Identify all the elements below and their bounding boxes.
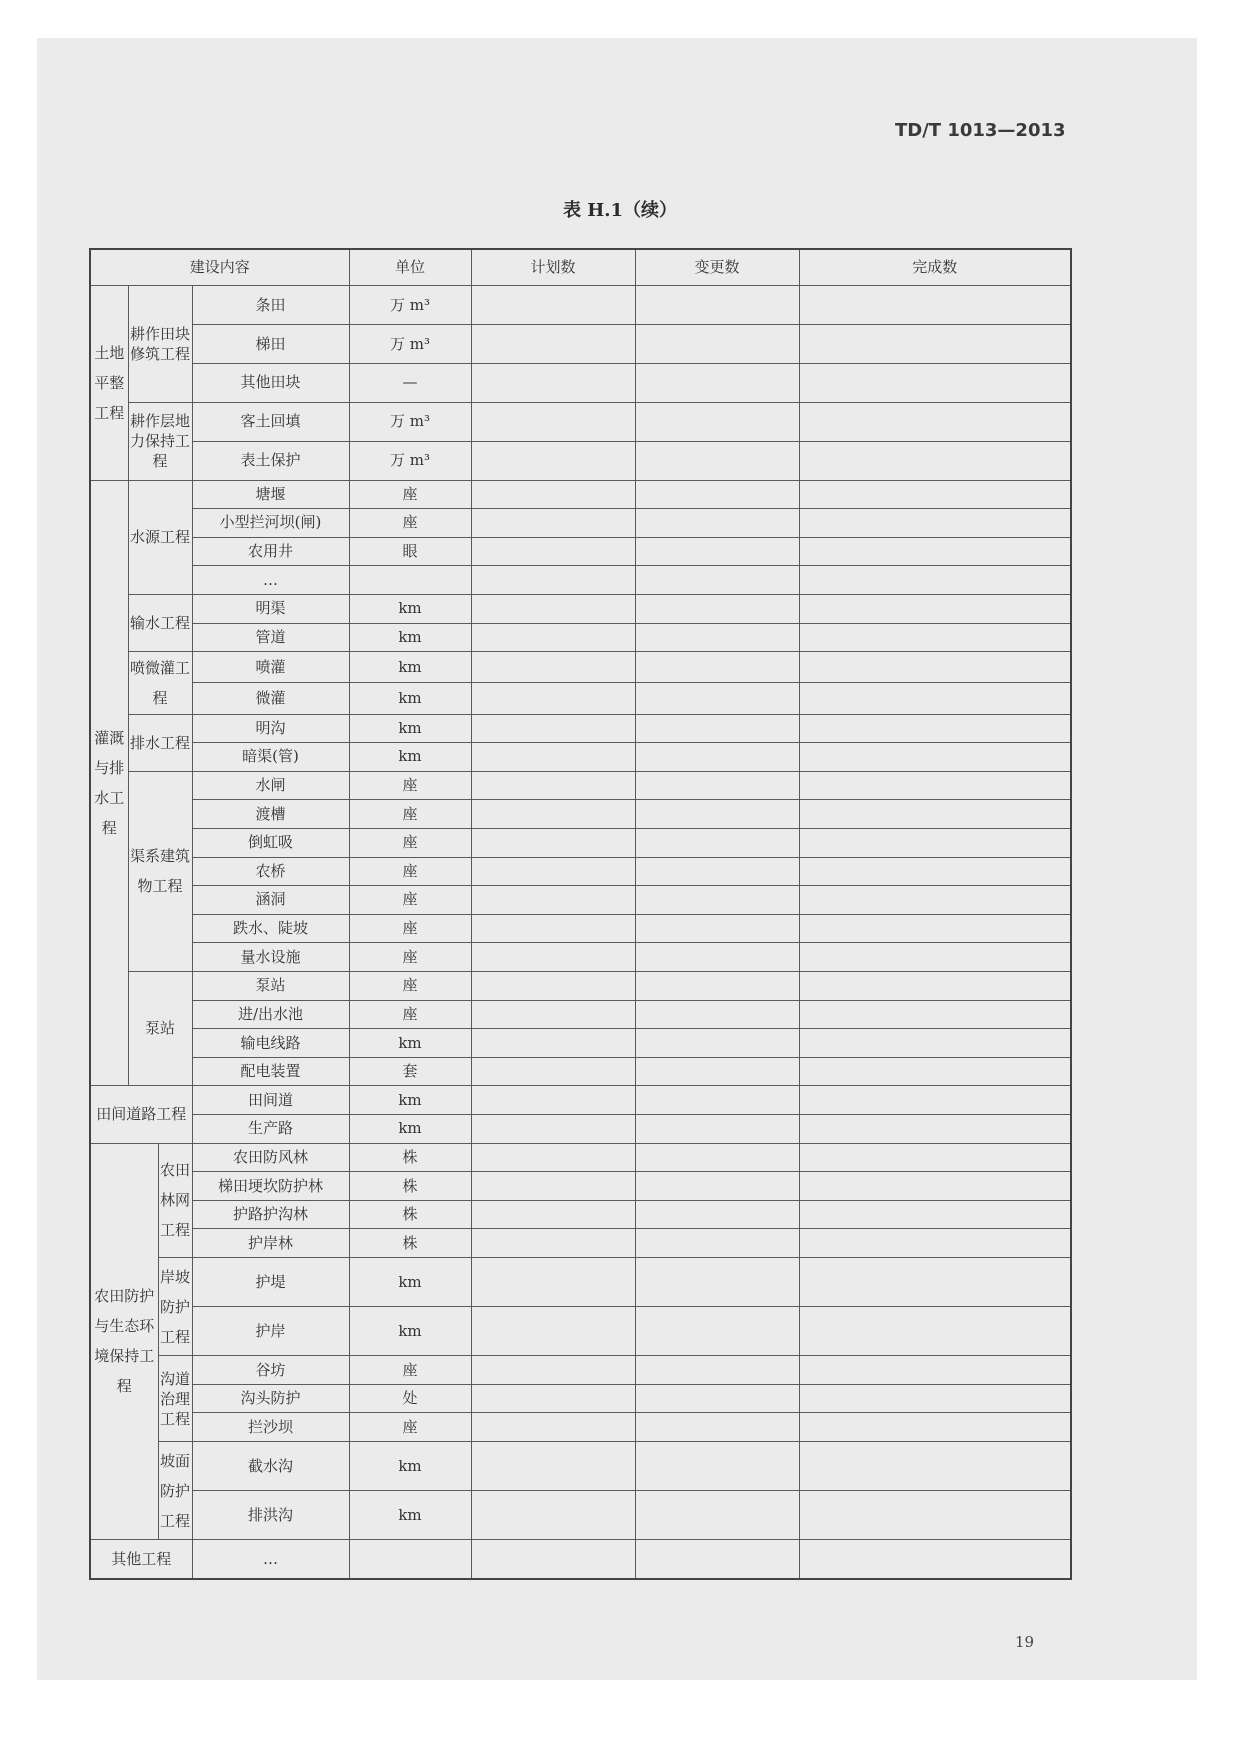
table-row	[90, 1258, 1071, 1307]
table-row	[90, 914, 1071, 943]
done-cell[interactable]	[799, 441, 1071, 480]
unit-cell: 眼	[349, 537, 471, 566]
table-row	[90, 566, 1071, 595]
change-cell[interactable]	[635, 594, 799, 623]
group-irr-sub5: 渠系建筑物工程	[128, 771, 192, 971]
item-cell: 小型拦河坝(闸)	[192, 509, 349, 538]
done-cell[interactable]	[799, 914, 1071, 943]
item-cell: 条田	[192, 286, 349, 325]
item-cell: 农桥	[192, 857, 349, 886]
item-cell: 梯田埂坎防护林	[192, 1172, 349, 1201]
unit-cell: 座	[349, 828, 471, 857]
unit-cell: 万 m³	[349, 286, 471, 325]
item-cell: 截水沟	[192, 1442, 349, 1491]
done-cell[interactable]	[799, 363, 1071, 402]
unit-cell	[349, 1540, 471, 1579]
done-cell[interactable]	[799, 683, 1071, 714]
item-cell: 客土回填	[192, 402, 349, 441]
unit-cell: km	[349, 683, 471, 714]
unit-cell: km	[349, 594, 471, 623]
item-cell: 塘堰	[192, 480, 349, 509]
unit-cell: km	[349, 652, 471, 683]
plan-cell[interactable]	[471, 828, 635, 857]
table-row	[90, 1057, 1071, 1086]
done-cell[interactable]	[799, 714, 1071, 743]
item-cell: 进/出水池	[192, 1000, 349, 1029]
table-row	[90, 1086, 1071, 1115]
change-cell[interactable]	[635, 509, 799, 538]
change-cell[interactable]	[635, 1057, 799, 1086]
table-row	[90, 886, 1071, 915]
change-cell[interactable]	[635, 1356, 799, 1385]
table-row	[90, 594, 1071, 623]
item-cell: 田间道	[192, 1086, 349, 1115]
change-cell[interactable]	[635, 1384, 799, 1413]
item-cell: 梯田	[192, 325, 349, 364]
item-cell: 水闸	[192, 771, 349, 800]
group-land-sub1: 耕作田块修筑工程	[128, 286, 192, 403]
done-cell[interactable]	[799, 771, 1071, 800]
plan-cell[interactable]	[471, 1258, 635, 1307]
plan-cell[interactable]	[471, 509, 635, 538]
header-change: 变更数	[635, 249, 799, 286]
unit-cell: km	[349, 714, 471, 743]
table-row	[90, 1384, 1071, 1413]
item-cell: 泵站	[192, 972, 349, 1001]
done-cell[interactable]	[799, 1115, 1071, 1144]
group-road: 田间道路工程	[90, 1086, 192, 1143]
change-cell[interactable]	[635, 1258, 799, 1307]
change-cell[interactable]	[635, 402, 799, 441]
unit-cell: km	[349, 1491, 471, 1540]
change-cell[interactable]	[635, 1413, 799, 1442]
item-cell: 生产路	[192, 1115, 349, 1144]
table-row	[90, 1000, 1071, 1029]
table-row	[90, 1540, 1071, 1579]
change-cell[interactable]	[635, 857, 799, 886]
group-other: 其他工程	[90, 1540, 192, 1579]
unit-cell: 座	[349, 914, 471, 943]
item-cell: 拦沙坝	[192, 1413, 349, 1442]
table-row	[90, 1413, 1071, 1442]
done-cell[interactable]	[799, 1442, 1071, 1491]
group-irr-sub6: 泵站	[128, 972, 192, 1086]
table-row	[90, 1172, 1071, 1201]
item-cell: 输电线路	[192, 1029, 349, 1058]
done-cell[interactable]	[799, 1200, 1071, 1229]
done-cell[interactable]	[799, 1086, 1071, 1115]
table-row	[90, 363, 1071, 402]
plan-cell[interactable]	[471, 1029, 635, 1058]
change-cell[interactable]	[635, 1115, 799, 1144]
plan-cell[interactable]	[471, 714, 635, 743]
change-cell[interactable]	[635, 480, 799, 509]
done-cell[interactable]	[799, 594, 1071, 623]
item-cell: 谷坊	[192, 1356, 349, 1385]
done-cell[interactable]	[799, 1000, 1071, 1029]
item-cell: 暗渠(管)	[192, 743, 349, 772]
table-row	[90, 857, 1071, 886]
item-cell: 明渠	[192, 594, 349, 623]
header-content: 建设内容	[90, 249, 349, 286]
done-cell[interactable]	[799, 402, 1071, 441]
change-cell[interactable]	[635, 972, 799, 1001]
done-cell[interactable]	[799, 1172, 1071, 1201]
done-cell[interactable]	[799, 943, 1071, 972]
unit-cell: 座	[349, 1356, 471, 1385]
table-row	[90, 943, 1071, 972]
plan-cell[interactable]	[471, 402, 635, 441]
done-cell[interactable]	[799, 480, 1071, 509]
done-cell[interactable]	[799, 1307, 1071, 1356]
table-row	[90, 623, 1071, 652]
unit-cell: —	[349, 363, 471, 402]
group-irr-sub2: 输水工程	[128, 594, 192, 651]
group-irr-sub4: 排水工程	[128, 714, 192, 771]
header-done: 完成数	[799, 249, 1071, 286]
table-row	[90, 509, 1071, 538]
plan-cell[interactable]	[471, 914, 635, 943]
unit-cell: km	[349, 1029, 471, 1058]
item-cell: 农田防风林	[192, 1143, 349, 1172]
item-cell: 微灌	[192, 683, 349, 714]
plan-cell[interactable]	[471, 325, 635, 364]
item-cell: 渡槽	[192, 800, 349, 829]
done-cell[interactable]	[799, 1143, 1071, 1172]
table-row	[90, 480, 1071, 509]
unit-cell: 座	[349, 943, 471, 972]
change-cell[interactable]	[635, 1442, 799, 1491]
table-row	[90, 683, 1071, 714]
unit-cell: 株	[349, 1229, 471, 1258]
table-row	[90, 402, 1071, 441]
change-cell[interactable]	[635, 1540, 799, 1579]
item-cell: 护路护沟林	[192, 1200, 349, 1229]
table-row	[90, 800, 1071, 829]
unit-cell: 万 m³	[349, 402, 471, 441]
group-irr-sub3: 喷微灌工程	[128, 652, 192, 714]
change-cell[interactable]	[635, 714, 799, 743]
change-cell[interactable]	[635, 363, 799, 402]
change-cell[interactable]	[635, 1491, 799, 1540]
group-land: 土地平整工程	[90, 286, 128, 480]
done-cell[interactable]	[799, 800, 1071, 829]
change-cell[interactable]	[635, 566, 799, 595]
unit-cell: 座	[349, 857, 471, 886]
change-cell[interactable]	[635, 743, 799, 772]
unit-cell: km	[349, 1307, 471, 1356]
plan-cell[interactable]	[471, 1057, 635, 1086]
done-cell[interactable]	[799, 1491, 1071, 1540]
group-prot-sub3: 沟道治理工程	[158, 1356, 192, 1442]
unit-cell: 座	[349, 480, 471, 509]
table-row	[90, 743, 1071, 772]
unit-cell: km	[349, 1086, 471, 1115]
unit-cell: km	[349, 1258, 471, 1307]
change-cell[interactable]	[635, 325, 799, 364]
item-cell: 跌水、陡坡	[192, 914, 349, 943]
done-cell[interactable]	[799, 652, 1071, 683]
plan-cell[interactable]	[471, 1086, 635, 1115]
item-cell: 其他田块	[192, 363, 349, 402]
table-row	[90, 1442, 1071, 1491]
plan-cell[interactable]	[471, 480, 635, 509]
done-cell[interactable]	[799, 1540, 1071, 1579]
item-cell: 涵洞	[192, 886, 349, 915]
change-cell[interactable]	[635, 1000, 799, 1029]
unit-cell: 处	[349, 1384, 471, 1413]
plan-cell[interactable]	[471, 1115, 635, 1144]
table-row	[90, 1200, 1071, 1229]
item-cell: 排洪沟	[192, 1491, 349, 1540]
done-cell[interactable]	[799, 286, 1071, 325]
unit-cell: 株	[349, 1200, 471, 1229]
unit-cell: 座	[349, 972, 471, 1001]
item-cell: 护岸林	[192, 1229, 349, 1258]
plan-cell[interactable]	[471, 441, 635, 480]
unit-cell: 万 m³	[349, 325, 471, 364]
item-cell: 倒虹吸	[192, 828, 349, 857]
table-row	[90, 441, 1071, 480]
plan-cell[interactable]	[471, 1491, 635, 1540]
table-row	[90, 1356, 1071, 1385]
group-irr-sub1: 水源工程	[128, 480, 192, 594]
unit-cell: km	[349, 743, 471, 772]
table-row	[90, 286, 1071, 325]
unit-cell: 座	[349, 1413, 471, 1442]
unit-cell: km	[349, 1442, 471, 1491]
item-cell: 管道	[192, 623, 349, 652]
plan-cell[interactable]	[471, 743, 635, 772]
plan-cell[interactable]	[471, 1384, 635, 1413]
change-cell[interactable]	[635, 1029, 799, 1058]
plan-cell[interactable]	[471, 566, 635, 595]
done-cell[interactable]	[799, 1029, 1071, 1058]
change-cell[interactable]	[635, 800, 799, 829]
unit-cell: 株	[349, 1143, 471, 1172]
unit-cell: 座	[349, 1000, 471, 1029]
change-cell[interactable]	[635, 1200, 799, 1229]
group-irrigation: 灌溉与排水工程	[90, 480, 128, 1086]
unit-cell	[349, 566, 471, 595]
item-cell: 量水设施	[192, 943, 349, 972]
done-cell[interactable]	[799, 857, 1071, 886]
plan-cell[interactable]	[471, 1172, 635, 1201]
done-cell[interactable]	[799, 325, 1071, 364]
table-row	[90, 537, 1071, 566]
change-cell[interactable]	[635, 1307, 799, 1356]
change-cell[interactable]	[635, 683, 799, 714]
done-cell[interactable]	[799, 1057, 1071, 1086]
plan-cell[interactable]	[471, 857, 635, 886]
plan-cell[interactable]	[471, 537, 635, 566]
plan-cell[interactable]	[471, 623, 635, 652]
unit-cell: 株	[349, 1172, 471, 1201]
unit-cell: km	[349, 623, 471, 652]
change-cell[interactable]	[635, 828, 799, 857]
done-cell[interactable]	[799, 1229, 1071, 1258]
plan-cell[interactable]	[471, 286, 635, 325]
plan-cell[interactable]	[471, 1307, 635, 1356]
unit-cell: 套	[349, 1057, 471, 1086]
plan-cell[interactable]	[471, 1540, 635, 1579]
group-prot-sub2: 岸坡防护工程	[158, 1258, 192, 1356]
group-land-sub2: 耕作层地力保持工程	[128, 402, 192, 480]
item-cell: 护堤	[192, 1258, 349, 1307]
plan-cell[interactable]	[471, 886, 635, 915]
done-cell[interactable]	[799, 1413, 1071, 1442]
table-row	[90, 771, 1071, 800]
item-cell: 农用井	[192, 537, 349, 566]
change-cell[interactable]	[635, 286, 799, 325]
plan-cell[interactable]	[471, 771, 635, 800]
table-row	[90, 972, 1071, 1001]
change-cell[interactable]	[635, 623, 799, 652]
page-number: 19	[1015, 1633, 1035, 1651]
table-row	[90, 652, 1071, 683]
unit-cell: km	[349, 1115, 471, 1144]
done-cell[interactable]	[799, 886, 1071, 915]
plan-cell[interactable]	[471, 594, 635, 623]
item-cell: 护岸	[192, 1307, 349, 1356]
change-cell[interactable]	[635, 943, 799, 972]
plan-cell[interactable]	[471, 1442, 635, 1491]
done-cell[interactable]	[799, 1356, 1071, 1385]
done-cell[interactable]	[799, 828, 1071, 857]
table-row	[90, 1307, 1071, 1356]
table-row	[90, 714, 1071, 743]
header-plan: 计划数	[471, 249, 635, 286]
table-row	[90, 1115, 1071, 1144]
change-cell[interactable]	[635, 441, 799, 480]
table-row	[90, 325, 1071, 364]
unit-cell: 座	[349, 886, 471, 915]
plan-cell[interactable]	[471, 652, 635, 683]
plan-cell[interactable]	[471, 800, 635, 829]
construction-content-table	[89, 248, 1072, 1580]
change-cell[interactable]	[635, 537, 799, 566]
change-cell[interactable]	[635, 886, 799, 915]
plan-cell[interactable]	[471, 1200, 635, 1229]
change-cell[interactable]	[635, 1086, 799, 1115]
table-title: 表 H.1（续）	[562, 200, 678, 221]
plan-cell[interactable]	[471, 1229, 635, 1258]
table-row	[90, 1143, 1071, 1172]
done-cell[interactable]	[799, 537, 1071, 566]
done-cell[interactable]	[799, 623, 1071, 652]
header-unit: 单位	[349, 249, 471, 286]
change-cell[interactable]	[635, 771, 799, 800]
plan-cell[interactable]	[471, 683, 635, 714]
done-cell[interactable]	[799, 566, 1071, 595]
done-cell[interactable]	[799, 1258, 1071, 1307]
item-cell: …	[192, 1540, 349, 1579]
change-cell[interactable]	[635, 914, 799, 943]
group-protection: 农田防护与生态环境保持工程	[90, 1143, 158, 1540]
plan-cell[interactable]	[471, 1413, 635, 1442]
group-prot-sub1: 农田林网工程	[158, 1143, 192, 1257]
done-cell[interactable]	[799, 1384, 1071, 1413]
item-cell: 明沟	[192, 714, 349, 743]
unit-cell: 座	[349, 771, 471, 800]
item-cell: 表土保护	[192, 441, 349, 480]
unit-cell: 座	[349, 800, 471, 829]
table-row	[90, 1029, 1071, 1058]
change-cell[interactable]	[635, 1172, 799, 1201]
item-cell: 配电装置	[192, 1057, 349, 1086]
change-cell[interactable]	[635, 652, 799, 683]
done-cell[interactable]	[799, 509, 1071, 538]
header-row	[90, 249, 1071, 286]
done-cell[interactable]	[799, 743, 1071, 772]
plan-cell[interactable]	[471, 1143, 635, 1172]
table-row	[90, 828, 1071, 857]
table-row	[90, 1491, 1071, 1540]
done-cell[interactable]	[799, 972, 1071, 1001]
item-cell: 喷灌	[192, 652, 349, 683]
change-cell[interactable]	[635, 1229, 799, 1258]
unit-cell: 座	[349, 509, 471, 538]
plan-cell[interactable]	[471, 1356, 635, 1385]
item-cell: …	[192, 566, 349, 595]
change-cell[interactable]	[635, 1143, 799, 1172]
plan-cell[interactable]	[471, 1000, 635, 1029]
plan-cell[interactable]	[471, 363, 635, 402]
item-cell: 沟头防护	[192, 1384, 349, 1413]
document-code: TD/T 1013—2013	[895, 120, 1066, 141]
plan-cell[interactable]	[471, 972, 635, 1001]
unit-cell: 万 m³	[349, 441, 471, 480]
plan-cell[interactable]	[471, 943, 635, 972]
table-row	[90, 1229, 1071, 1258]
group-prot-sub4: 坡面防护工程	[158, 1442, 192, 1540]
